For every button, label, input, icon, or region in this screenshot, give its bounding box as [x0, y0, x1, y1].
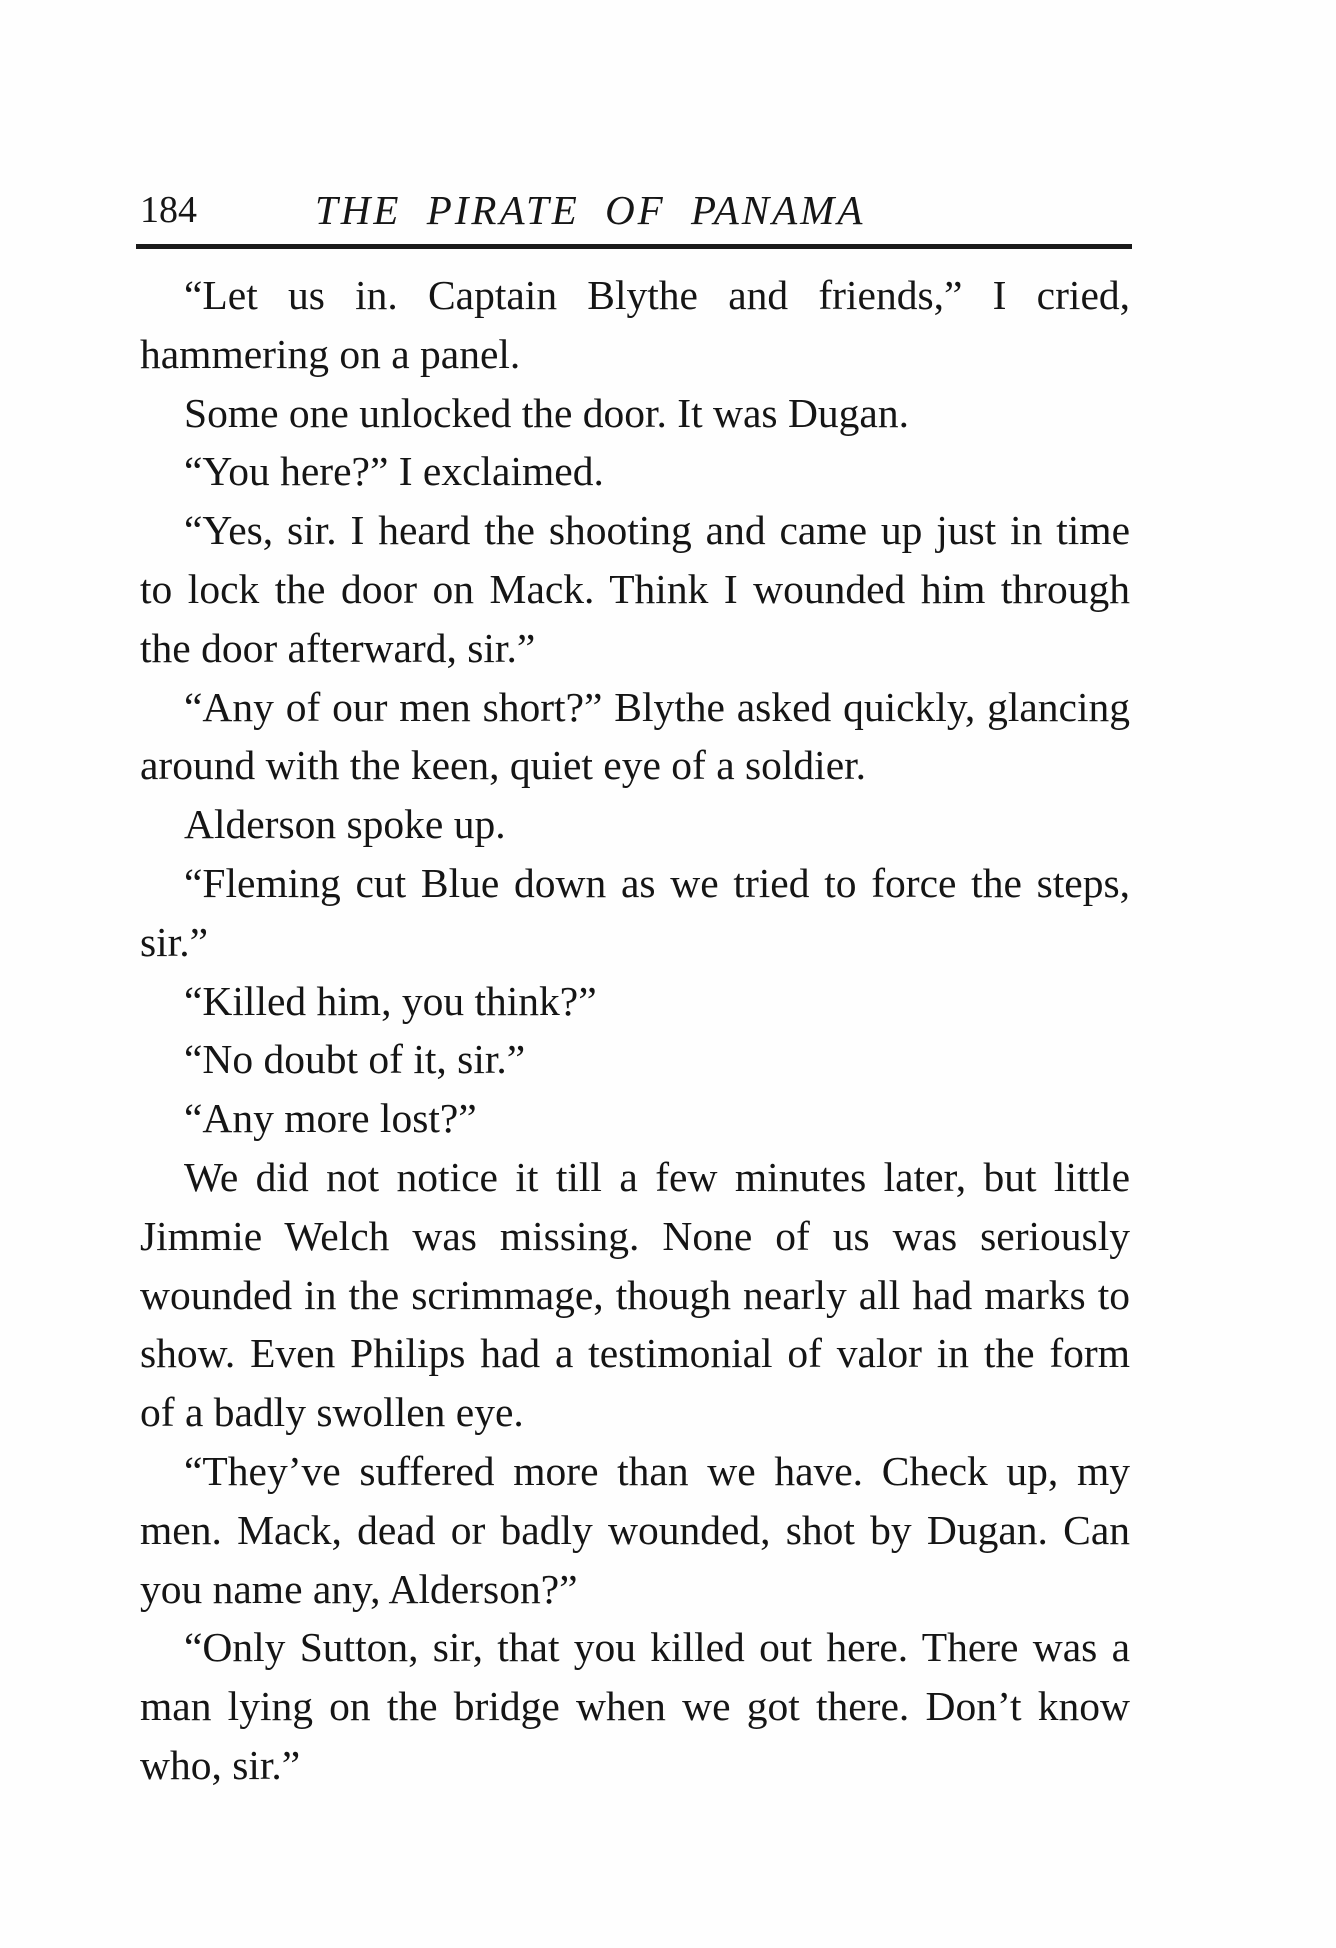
paragraph: “Yes, sir. I heard the shooting and came up just in time to lock the door on Mack. Think I wounded him through the door afterward, sir.” — [140, 507, 1130, 671]
page-number: 184 — [140, 189, 197, 231]
paragraph: “Fleming cut Blue down as we tried to force the steps, sir.” — [140, 859, 1130, 965]
page-header — [140, 180, 1140, 240]
paragraph: “Killed him, you think?” — [184, 977, 597, 1024]
paragraph: “Only Sutton, sir, that you killed out here. There was a man lying on the bridge when we got there. Don’t know who, sir.” — [140, 1624, 1130, 1788]
header-rule — [136, 244, 1132, 249]
paragraph: “Any more lost?” — [184, 1095, 477, 1142]
paragraph: Alderson spoke up. — [184, 801, 506, 848]
paragraph: “They’ve suffered more than we have. Check up, my men. Mack, dead or badly wounded, shot by Dugan. Can you name any, Alderson?” — [140, 1447, 1130, 1612]
body-text — [140, 266, 1130, 1795]
paragraph: “You here?” I exclaimed. — [184, 448, 604, 495]
paragraph: We did not notice it till a few minutes later, but little Jimmie Welch was missing. None of us was seriously wounded in the scrimmage, though nearly all had marks to show. Even Philips had a testimonial of valor in the form of a badly swollen eye. — [140, 1153, 1130, 1436]
paragraph: “Let us in. Captain Blythe and friends,” I cried, hammering on a panel. — [140, 272, 1130, 377]
paragraph: “Any of our men short?” Blythe asked quickly, glancing around with the keen, quiet eye of a soldier. — [140, 683, 1130, 789]
running-title: THE PIRATE OF PANAMA — [315, 187, 866, 233]
paragraph: “No doubt of it, sir.” — [184, 1036, 526, 1083]
paragraph: Some one unlocked the door. It was Dugan. — [184, 389, 909, 436]
